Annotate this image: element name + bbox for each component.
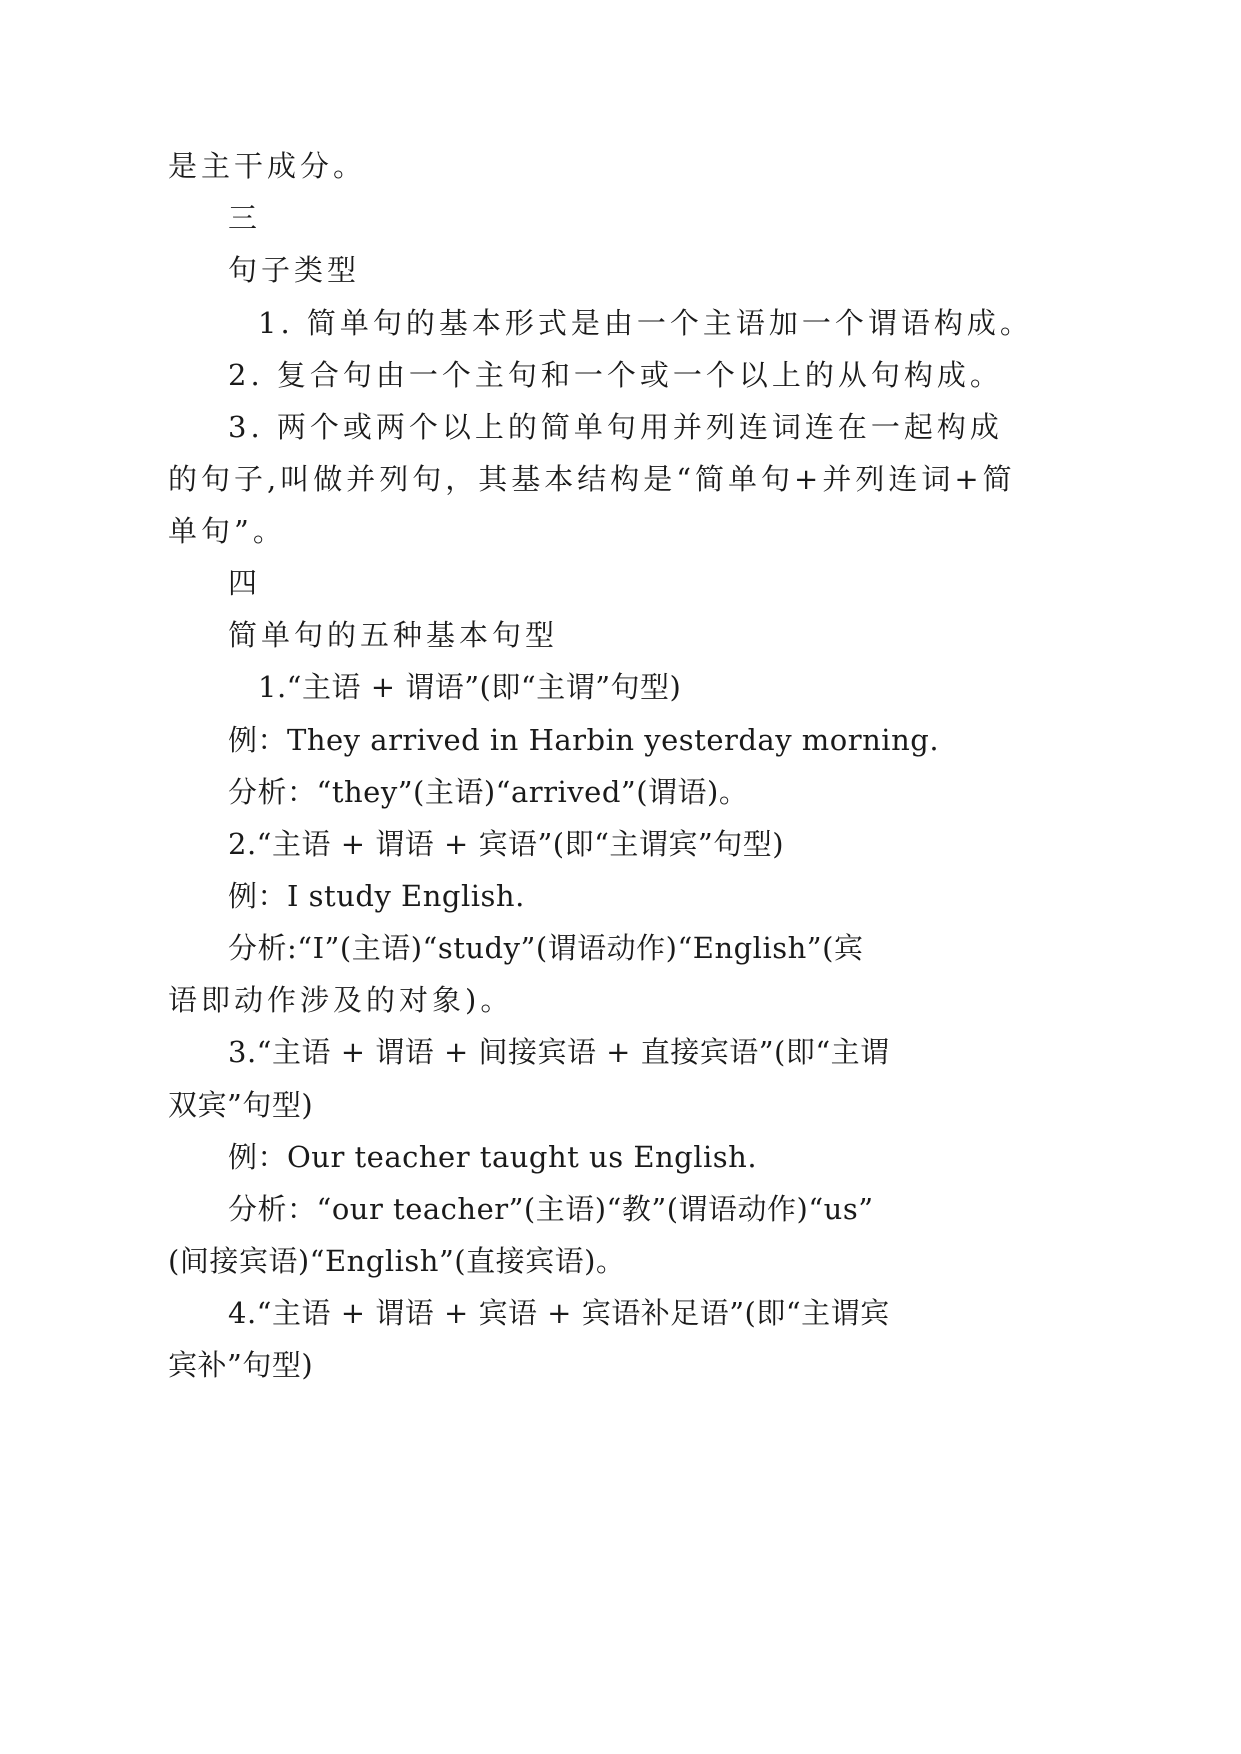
list-item: 2. 复合句由一个主句和一个或一个以上的从句构成。 [228,358,1003,392]
analysis-line: 分析：“our teacher”(主语)“教”(谓语动作)“us” [228,1192,874,1226]
example-sentence: 例：Our teacher taught us English. [228,1140,758,1174]
text-line: (间接宾语)“English”(直接宾语)。 [168,1244,626,1278]
section-heading: 句子类型 [228,253,361,287]
list-item: 1.“主语 + 谓语”(即“主谓”句型) [258,670,682,704]
analysis-line: 分析:“I”(主语)“study”(谓语动作)“English”(宾 [228,931,864,965]
text-line: 双宾”句型) [168,1088,314,1122]
text-line: 语即动作涉及的对象)。 [168,983,514,1017]
analysis-line: 分析：“they”(主语)“arrived”(谓语)。 [228,775,749,809]
list-item: 3. 两个或两个以上的简单句用并列连词连在一起构成 [228,410,1003,444]
text-line: 是主干成分。 [168,149,367,183]
section-number: 四 [228,566,258,600]
section-heading: 简单句的五种基本句型 [228,618,559,652]
list-item: 1. 简单句的基本形式是由一个主语加一个谓语构成。 [258,306,1033,340]
list-item: 3.“主语 + 谓语 + 间接宾语 + 直接宾语”(即“主谓 [228,1035,890,1069]
list-item: 4.“主语 + 谓语 + 宾语 + 宾语补足语”(即“主谓宾 [228,1296,890,1330]
text-line: 单句”。 [168,514,286,548]
example-sentence: 例：They arrived in Harbin yesterday morning. [228,723,940,757]
example-sentence: 例：I study English. [228,879,525,913]
text-line: 宾补”句型) [168,1348,314,1382]
section-number: 三 [228,201,258,235]
text-line: 的句子,叫做并列句，其基本结构是“简单句+并列连词+简 [168,462,1016,496]
list-item: 2.“主语 + 谓语 + 宾语”(即“主谓宾”句型) [228,827,785,861]
